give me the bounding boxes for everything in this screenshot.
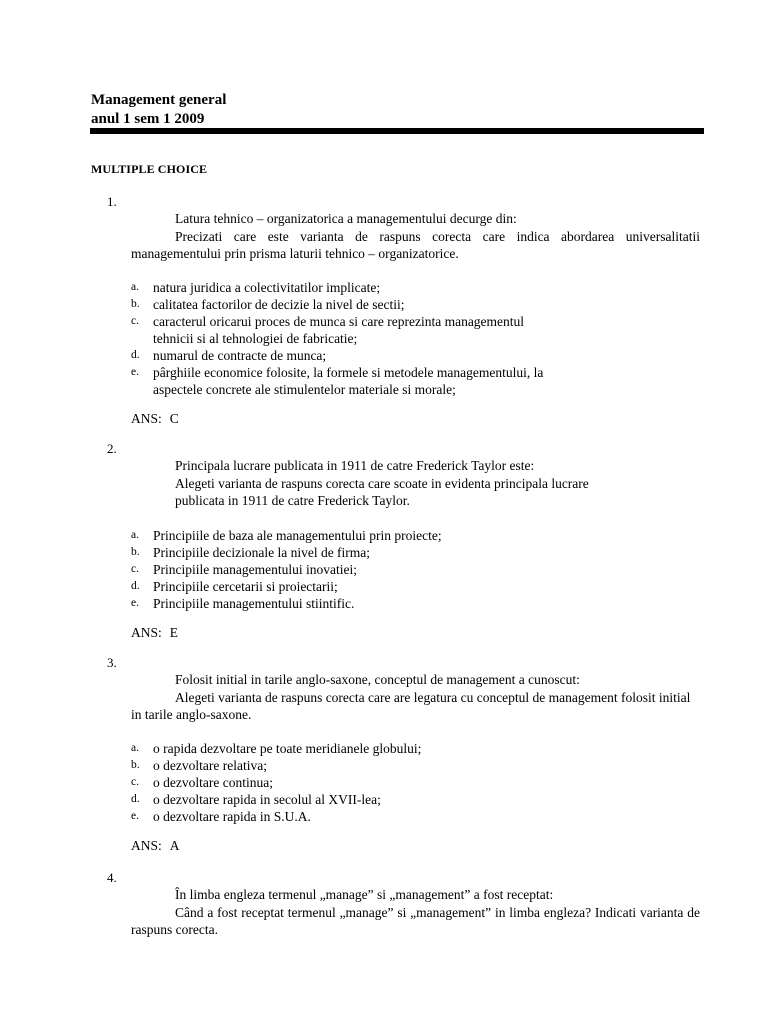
option-letter: b. <box>131 759 140 771</box>
option-e <box>131 364 700 398</box>
option-text: Principiile decizionale la nivel de firma; <box>153 545 371 560</box>
option-letter: d. <box>131 580 140 592</box>
question-stem <box>131 671 700 724</box>
document-header <box>91 91 226 129</box>
question-prompt: În limba engleza termenul „manage” si „management” a fost receptat: <box>175 887 554 902</box>
option-text: numarul de contracte de munca; <box>153 348 327 363</box>
question-stem <box>131 457 639 510</box>
document-subtitle: anul 1 sem 1 2009 <box>91 111 205 127</box>
option-text: natura juridica a colectivitatilor implicate; <box>153 280 381 295</box>
option-letter: c. <box>131 315 139 327</box>
answer-value: C <box>169 411 179 426</box>
option-c <box>131 561 700 578</box>
option-text: pârghiile economice folosite, la formele si metodele managementului, la aspectele concrete ale stimulentelor materiale si morale; <box>153 365 544 397</box>
option-text: o dezvoltare relativa; <box>153 758 267 773</box>
question-instruction: Alegeti varianta de raspuns corecta care scoate in evidenta principala lucrare publicata in 1911 de catre Frederick Taylor. <box>175 475 589 508</box>
option-a <box>131 527 700 544</box>
option-letter: d. <box>131 793 140 805</box>
option-text: o dezvoltare rapida in secolul al XVII-lea; <box>153 792 381 807</box>
option-text: caracterul oricarui proces de munca si care reprezinta managementul tehnicii si al tehnologiei de fabricatie; <box>153 314 525 346</box>
answer-value: A <box>169 838 180 853</box>
header-rule <box>90 128 704 134</box>
question-number: 1. <box>107 194 117 209</box>
option-text: o dezvoltare continua; <box>153 775 273 790</box>
options-list <box>131 740 700 825</box>
answer-value: E <box>169 625 179 640</box>
section-title: MULTIPLE CHOICE <box>91 162 208 176</box>
option-letter: b. <box>131 546 140 558</box>
option-letter: c. <box>131 563 139 575</box>
option-text: Principiile cercetarii si proiectarii; <box>153 579 338 594</box>
option-c <box>131 313 700 347</box>
answer-line <box>131 837 180 854</box>
question-instruction: Alegeti varianta de raspuns corecta care are legatura cu conceptul de management folosit initial in tarile anglo-saxone. <box>131 689 691 722</box>
answer-label: ANS: <box>131 625 162 640</box>
question-number: 4. <box>107 870 117 885</box>
question-instruction: Precizati care este varianta de raspuns corecta care indica abordarea universalitatii managementului prin prisma laturii tehnico – organizatorice. <box>131 228 700 261</box>
option-b <box>131 296 700 313</box>
option-b <box>131 757 700 774</box>
option-letter: e. <box>131 810 139 822</box>
option-letter: a. <box>131 529 139 541</box>
question-prompt: Latura tehnico – organizatorica a managementului decurge din: <box>175 211 517 226</box>
question-prompt: Folosit initial in tarile anglo-saxone, conceptul de management a cunoscut: <box>175 672 580 687</box>
option-letter: e. <box>131 366 139 378</box>
question-stem <box>131 886 700 939</box>
option-a <box>131 279 700 296</box>
option-letter: a. <box>131 742 139 754</box>
question-instruction: Când a fost receptat termenul „manage” si „management” in limba engleza? Indicati varianta de raspuns corecta. <box>131 904 700 937</box>
answer-label: ANS: <box>131 838 162 853</box>
option-c <box>131 774 700 791</box>
question-stem <box>131 210 700 263</box>
option-text: calitatea factorilor de decizie la nivel de sectii; <box>153 297 405 312</box>
option-text: Principiile managementului inovatiei; <box>153 562 357 577</box>
option-letter: a. <box>131 281 139 293</box>
option-d <box>131 347 700 364</box>
options-list <box>131 279 700 398</box>
option-text: Principiile managementului stiintific. <box>153 596 355 611</box>
question-prompt: Principala lucrare publicata in 1911 de catre Frederick Taylor este: <box>175 458 535 473</box>
question-number: 2. <box>107 441 117 456</box>
option-b <box>131 544 700 561</box>
option-letter: b. <box>131 298 140 310</box>
option-text: o dezvoltare rapida in S.U.A. <box>153 809 311 824</box>
option-letter: e. <box>131 597 139 609</box>
option-letter: d. <box>131 349 140 361</box>
option-letter: c. <box>131 776 139 788</box>
answer-line <box>131 624 178 641</box>
question-number: 3. <box>107 655 117 670</box>
option-e <box>131 808 700 825</box>
option-d <box>131 791 700 808</box>
option-d <box>131 578 700 595</box>
option-e <box>131 595 700 612</box>
answer-label: ANS: <box>131 411 162 426</box>
option-text: Principiile de baza ale managementului prin proiecte; <box>153 528 442 543</box>
options-list <box>131 527 700 612</box>
answer-line <box>131 410 179 427</box>
option-text: o rapida dezvoltare pe toate meridianele globului; <box>153 741 422 756</box>
option-a <box>131 740 700 757</box>
document-title: Management general <box>91 92 227 108</box>
